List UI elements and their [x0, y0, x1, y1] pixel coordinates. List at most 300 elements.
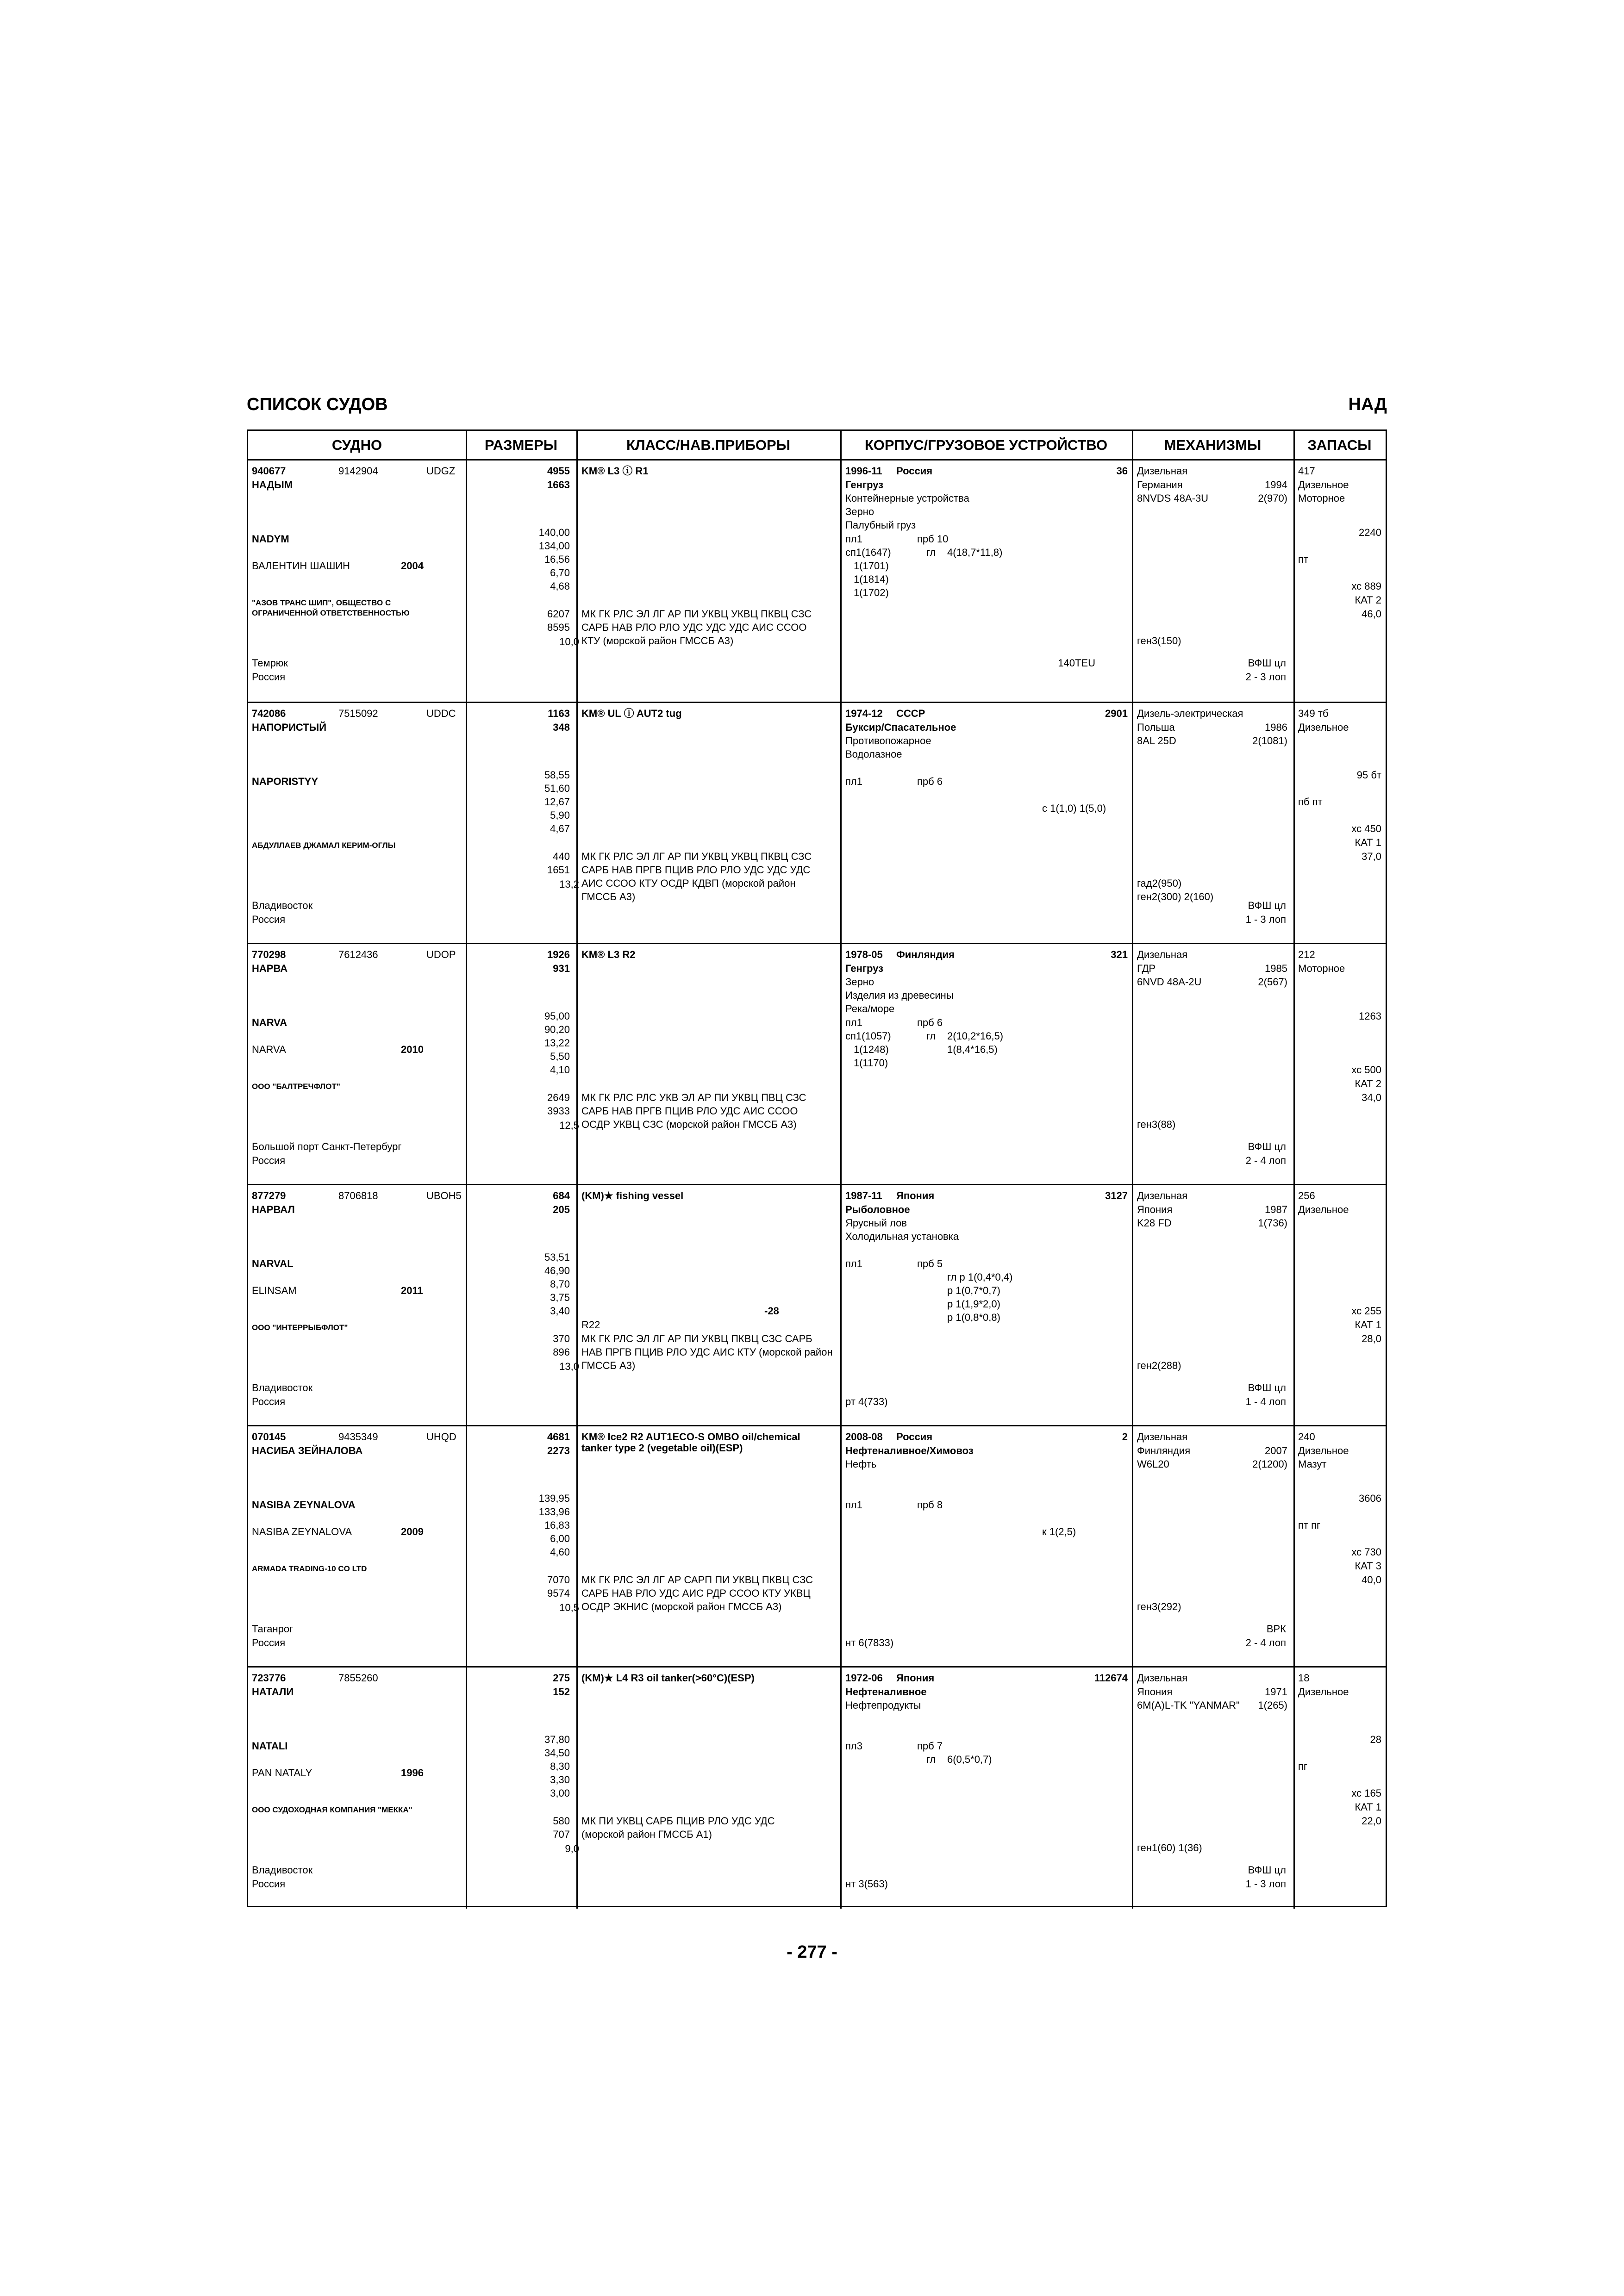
vessel-built: 1996-11: [845, 465, 882, 477]
vessel-supplies-bot-1: КАТ 2: [1355, 1078, 1381, 1089]
vessel-record: [248, 943, 1386, 1185]
vessel-hull-0: пл1: [845, 533, 862, 545]
vessel-nav-1: САРБ НАВ РЛО УДС АИС РДР ССОО КТУ УКВЦ: [581, 1587, 811, 1599]
vessel-gen: ген3(88): [1137, 1119, 1176, 1130]
vessel-hull-2: 1(1248): [854, 1044, 889, 1055]
vessel-gen: гад2(950): [1137, 877, 1182, 889]
vessel-size-dims-0: 95,00: [544, 1010, 570, 1022]
vessel-size-dims-4: 4,60: [550, 1546, 570, 1558]
vessel-hull-mid-1: гл: [926, 547, 936, 558]
vessel-call: UHQD: [426, 1431, 456, 1443]
vessel-size-dims-1: 90,20: [544, 1024, 570, 1035]
vessel-build-country: Финляндия: [896, 949, 955, 960]
vessel-cargo-1: Зерно: [845, 506, 874, 517]
vessel-size-dims-0: 140,00: [538, 527, 570, 538]
vessel-yard-no: 321: [1111, 949, 1128, 960]
vessel-supplies-top-0: 18: [1298, 1672, 1310, 1684]
vessel-owner: ООО СУДОХОДНАЯ КОМПАНИЯ "МЕККА": [252, 1805, 412, 1814]
header-class: КЛАСС/НАВ.ПРИБОРЫ: [576, 431, 840, 460]
vessel-supplies-top-1: Дизельное: [1298, 1445, 1349, 1456]
vessel-cargo-1: Изделия из древесины: [845, 989, 954, 1001]
vessel-supplies-bot-2: 40,0: [1362, 1574, 1381, 1586]
vessel-size-dims-4: 3,00: [550, 1787, 570, 1799]
vessel-engine-country: Япония: [1137, 1686, 1173, 1698]
vessel-supplies-bot-2: 34,0: [1362, 1092, 1381, 1103]
vessel-size-top-1: 348: [553, 722, 570, 733]
vessel-cargo-0: Противопожарное: [845, 735, 931, 747]
vessel-size-dims-1: 134,00: [538, 540, 570, 552]
vessel-yard-no: 2: [1122, 1431, 1128, 1443]
header-vessel: СУДНО: [248, 431, 466, 460]
vessel-size-bot-2: 13,2: [559, 878, 579, 890]
vessel-year-renamed: 1996: [401, 1767, 424, 1779]
vessel-supplies-bot-0: хс 165: [1351, 1787, 1381, 1799]
vessel-size-bot-1: 8595: [547, 622, 570, 633]
vessel-size-dims-3: 3,75: [550, 1292, 570, 1303]
vessel-cargo-1: Холодильная установка: [845, 1231, 959, 1242]
vessel-cargo-0: Контейнерные устройства: [845, 492, 969, 504]
vessel-engine: Дизельная: [1137, 1431, 1188, 1443]
vessel-type-0: Рыболовное: [845, 1204, 910, 1215]
vessel-type-0: Буксир/Спасательное: [845, 722, 956, 733]
vessel-engine-country: Финляндия: [1137, 1445, 1191, 1456]
vessel-cargo-1: Водолазное: [845, 748, 902, 760]
vessel-engine-power: 1(265): [1258, 1699, 1287, 1711]
vessel-type-0: Нефтеналивное: [845, 1686, 927, 1698]
vessel-supplies-bot-0: хс 889: [1351, 580, 1381, 592]
vessel-size-top-1: 1663: [547, 479, 570, 491]
vessel-cargo-0: Нефтепродукты: [845, 1699, 921, 1711]
vessel-imo: 7515092: [338, 708, 378, 719]
vessel-record: [248, 460, 1386, 702]
vessel-cargo-2: Палубный груз: [845, 519, 916, 531]
header-hull: КОРПУС/ГРУЗОВОЕ УСТРОЙСТВО: [840, 431, 1132, 460]
vessel-engine-model: 8AL 25D: [1137, 735, 1176, 747]
vessel-supplies-mid-0: 2240: [1359, 527, 1381, 538]
vessel-port: Таганрог: [252, 1623, 294, 1635]
vessel-supplies-mid-1: пб пт: [1298, 796, 1323, 808]
vessel-cargo-0: Зерно: [845, 976, 874, 988]
vessel-nav-1: (морской район ГМССБ А1): [581, 1829, 712, 1840]
vessel-yard-no: 3127: [1105, 1190, 1128, 1201]
vessel-engine: Дизельная: [1137, 465, 1188, 477]
vessel-year-renamed: 2009: [401, 1526, 424, 1537]
vessel-engine-year: 1985: [1265, 963, 1287, 974]
vessel-size-dims-3: 6,00: [550, 1533, 570, 1544]
vessel-build-country: Россия: [896, 465, 933, 477]
vessel-record: [248, 1666, 1386, 1909]
vessel-yard-no: 112674: [1094, 1672, 1128, 1684]
vessel-engine-country: Япония: [1137, 1204, 1173, 1215]
vessel-hull-right-2: р 1(0,7*0,7): [947, 1285, 1000, 1296]
vessel-nav-1: САРБ НАВ ПРГВ ПЦИВ РЛО РЛО УДС УДС УДС: [581, 864, 811, 876]
vessel-gen: ген1(60) 1(36): [1137, 1842, 1202, 1854]
vessel-prop2: 1 - 3 лоп: [1245, 914, 1286, 925]
vessel-port: Большой порт Санкт-Петербург: [252, 1141, 402, 1152]
vessel-refr-temp: -28: [764, 1305, 779, 1317]
vessel-rt: нт 6(7833): [845, 1637, 894, 1649]
vessel-port: Темрюк: [252, 657, 288, 669]
vessel-size-dims-4: 4,67: [550, 823, 570, 834]
vessel-supplies-bot-0: хс 450: [1351, 823, 1381, 834]
vessel-hull-mid-0: прб 6: [917, 1017, 943, 1028]
vessel-supplies-mid-0: 3606: [1359, 1493, 1381, 1504]
vessel-gen: ген3(292): [1137, 1601, 1181, 1612]
vessel-size-bot-1: 3933: [547, 1105, 570, 1117]
vessel-engine-model: K28 FD: [1137, 1217, 1172, 1229]
vessel-hull-mid-1: гл: [926, 1030, 936, 1042]
vessel-hull-0: пл1: [845, 1258, 862, 1269]
vessel-klass2: tanker type 2 (vegetable oil)(ESP): [581, 1442, 743, 1454]
vessel-hull-0: пл1: [845, 1017, 862, 1028]
vessel-name-lat: NADYM: [252, 533, 289, 545]
vessel-nav-0: МК ГК РЛС ЭЛ ЛГ АР ПИ УКВЦ УКВЦ ПКВЦ СЗС: [581, 608, 812, 620]
vessel-supplies-top-2: Мазут: [1298, 1458, 1327, 1470]
vessel-nav-3: ГМССБ А3): [581, 891, 636, 902]
vessel-supplies-top-2: Моторное: [1298, 492, 1345, 504]
vessel-nav-0: МК ГК РЛС ЭЛ ЛГ АР ПИ УКВЦ УКВЦ ПКВЦ СЗС: [581, 851, 812, 862]
vessel-supplies-top-0: 212: [1298, 949, 1315, 960]
vessel-size-bot-2: 10,5: [559, 1602, 579, 1613]
vessel-hull-right-3: р 1(1,9*2,0): [947, 1298, 1000, 1310]
vessel-name: НАСИБА ЗЕЙНАЛОВА: [252, 1445, 363, 1456]
vessel-prop2: 1 - 3 лоп: [1245, 1878, 1286, 1890]
vessel-engine-year: 1987: [1265, 1204, 1287, 1215]
vessel-supplies-bot-1: КАТ 1: [1355, 1801, 1381, 1813]
vessel-built: 2008-08: [845, 1431, 883, 1443]
vessel-hull-right-1: 6(0,5*0,7): [947, 1754, 992, 1765]
vessel-size-bot-2: 9,0: [565, 1843, 579, 1854]
vessel-size-top-0: 684: [553, 1190, 570, 1201]
vessel-country: Россия: [252, 1878, 286, 1890]
vessel-supplies-mid-0: 95 бт: [1356, 769, 1381, 781]
vessel-size-dims-0: 37,80: [544, 1734, 570, 1745]
vessel-record: [248, 702, 1386, 944]
vessel-size-dims-3: 5,90: [550, 809, 570, 821]
vessel-hull-right-1: 4(18,7*11,8): [947, 547, 1003, 558]
vessel-hull-right-1: 2(10,2*16,5): [947, 1030, 1004, 1042]
vessel-supplies-bot-0: хс 255: [1351, 1305, 1381, 1317]
vessel-size-dims-3: 6,70: [550, 567, 570, 579]
page-title: СПИСОК СУДОВ: [247, 395, 388, 414]
vessel-reg: 877279: [252, 1190, 286, 1201]
vessel-port: Владивосток: [252, 1864, 313, 1876]
vessel-size-dims-2: 13,22: [544, 1037, 570, 1049]
vessel-supplies-top-1: Дизельное: [1298, 1204, 1349, 1215]
vessel-reg: 070145: [252, 1431, 286, 1443]
vessel-supplies-bot-2: 28,0: [1362, 1333, 1381, 1344]
vessel-supplies-top-0: 256: [1298, 1190, 1315, 1201]
vessel-name-lat: NARVAL: [252, 1258, 294, 1269]
vessel-yard-no: 2901: [1105, 708, 1128, 719]
vessel-build-country: Япония: [896, 1190, 935, 1201]
vessel-supplies-bot-0: хс 500: [1351, 1064, 1381, 1076]
vessel-size-bot-1: 1651: [547, 864, 570, 876]
vessel-supplies-bot-1: КАТ 1: [1355, 837, 1381, 848]
vessel-owner: АБДУЛЛАЕВ ДЖАМАЛ КЕРИМ-ОГЛЫ: [252, 841, 396, 850]
vessel-supplies-top-0: 417: [1298, 465, 1315, 477]
vessel-owner: ООО "ИНТЕРРЫБФЛОТ": [252, 1323, 348, 1332]
vessel-build-country: Россия: [896, 1431, 933, 1443]
header-supplies: ЗАПАСЫ: [1293, 431, 1386, 460]
vessel-name-lat: NATALI: [252, 1740, 288, 1752]
vessel-supplies-top-1: Дизельное: [1298, 722, 1349, 733]
vessel-supplies-bot-1: КАТ 3: [1355, 1560, 1381, 1572]
vessel-size-bot-0: 580: [553, 1815, 570, 1827]
vessel-engine: Дизельная: [1137, 1190, 1188, 1201]
vessel-record: [248, 1425, 1386, 1668]
header-dimensions: РАЗМЕРЫ: [466, 431, 576, 460]
vessel-size-bot-1: 707: [553, 1829, 570, 1840]
vessel-size-dims-4: 3,40: [550, 1305, 570, 1317]
vessel-size-bot-0: 370: [553, 1333, 570, 1344]
vessel-klass: (KM)★ L4 R3 oil tanker(>60°C)(ESP): [581, 1672, 755, 1684]
vessel-hull-mid-0: прб 10: [917, 533, 949, 545]
vessel-country: Россия: [252, 1396, 286, 1407]
vessel-country: Россия: [252, 1637, 286, 1649]
vessel-name-lat: NASIBA ZEYNALOVA: [252, 1499, 356, 1511]
vessel-nav-1: САРБ НАВ ПРГВ ПЦИВ РЛО УДС АИС ССОО: [581, 1105, 798, 1117]
vessel-name: НАРВА: [252, 963, 288, 974]
vessel-hull-mid-0: прб 6: [917, 776, 943, 787]
vessel-engine-country: Польша: [1137, 722, 1175, 733]
vessel-engine-power: 1(736): [1258, 1217, 1287, 1229]
vessel-gen2: ген2(300) 2(160): [1137, 891, 1214, 902]
vessel-size-dims-4: 4,68: [550, 580, 570, 592]
vessel-supplies-bot-1: КАТ 1: [1355, 1319, 1381, 1331]
vessel-imo: 7612436: [338, 949, 378, 960]
vessel-hull-right-4: р 1(0,8*0,8): [947, 1312, 1000, 1323]
vessel-engine-power: 2(1200): [1252, 1458, 1287, 1470]
vessel-engine-country: Германия: [1137, 479, 1183, 491]
vessel-year-renamed: 2011: [401, 1285, 423, 1296]
vessel-engine-year: 2007: [1265, 1445, 1287, 1456]
vessel-size-dims-2: 8,30: [550, 1761, 570, 1772]
vessel-klass: KM® L3 R2: [581, 949, 636, 960]
vessel-size-bot-1: 896: [553, 1346, 570, 1358]
vessel-size-bot-2: 13,0: [559, 1361, 579, 1372]
vessel-size-dims-2: 16,83: [544, 1519, 570, 1531]
vessel-size-bot-0: 7070: [547, 1574, 570, 1586]
vessel-former: ВАЛЕНТИН ШАШИН: [252, 560, 350, 572]
vessel-engine-model: W6L20: [1137, 1458, 1169, 1470]
vessel-engine-power: 2(567): [1258, 976, 1287, 988]
vessel-engine-model: 8NVDS 48A-3U: [1137, 492, 1209, 504]
vessel-name: НАДЫМ: [252, 479, 293, 491]
vessel-reg: 723776: [252, 1672, 286, 1684]
vessel-hull-mid-0: прб 8: [917, 1499, 943, 1511]
vessel-size-bot-2: 12,5: [559, 1120, 579, 1131]
vessel-size-bot-1: 9574: [547, 1587, 570, 1599]
vessel-nav-2: ОСДР УКВЦ СЗС (морской район ГМССБ А3): [581, 1119, 797, 1130]
vessel-owner: "АЗОВ ТРАНС ШИП", ОБЩЕСТВО С ОГРАНИЧЕННОЙ ОТВЕТСТВЕННОСТЬЮ: [252, 598, 410, 617]
vessel-hull-right-1: гл р 1(0,4*0,4): [947, 1271, 1013, 1283]
vessel-nav-1: САРБ НАВ РЛО РЛО УДС УДС УДС АИС ССОО: [581, 622, 807, 633]
vessel-call: UDDC: [426, 708, 456, 719]
vessel-year-renamed: 2010: [401, 1044, 424, 1055]
vessel-size-dims-0: 53,51: [544, 1251, 570, 1263]
vessel-size-dims-1: 46,90: [544, 1265, 570, 1276]
vessel-build-country: Япония: [896, 1672, 935, 1684]
vessel-name-lat: NARVA: [252, 1017, 287, 1028]
vessel-nav-0: МК ГК РЛС РЛС УКВ ЭЛ АР ПИ УКВЦ ПВЦ СЗС: [581, 1092, 806, 1103]
vessel-country: Россия: [252, 1155, 286, 1166]
vessel-nav-2: АИС ССОО КТУ ОСДР КДВП (морской район: [581, 877, 796, 889]
vessel-size-top-1: 152: [553, 1686, 570, 1698]
vessel-supplies-top-1: Дизельное: [1298, 1686, 1349, 1698]
vessel-type-0: Генгруз: [845, 479, 884, 491]
vessel-cargo-0: Нефть: [845, 1458, 877, 1470]
vessel-size-dims-2: 12,67: [544, 796, 570, 808]
vessel-hull-2: 1(1701): [854, 560, 889, 572]
vessel-call: UBOH5: [426, 1190, 462, 1201]
vessel-reg: 940677: [252, 465, 286, 477]
vessel-klass: KM® L3 ⓘ R1: [581, 465, 649, 477]
vessel-size-top-1: 205: [553, 1204, 570, 1215]
vessel-supplies-mid-1: пг: [1298, 1761, 1307, 1772]
vessel-built: 1987-11: [845, 1190, 882, 1201]
vessel-owner: ООО "БАЛТРЕЧФЛОТ": [252, 1082, 340, 1091]
vessel-engine-year: 1986: [1265, 722, 1287, 733]
vessel-hull-3: 1(1814): [854, 573, 889, 585]
vessel-hull-1: сп1(1647): [845, 547, 891, 558]
vessel-prop2: 2 - 4 лоп: [1245, 1637, 1286, 1649]
vessel-former: PAN NATALY: [252, 1767, 312, 1779]
vessel-nav-0: МК ГК РЛС ЭЛ ЛГ АР САРП ПИ УКВЦ ПКВЦ СЗС: [581, 1574, 813, 1586]
vessel-size-bot-0: 6207: [547, 608, 570, 620]
vessel-nav-2: КТУ (морской район ГМССБ А3): [581, 635, 734, 647]
vessel-supplies-top-0: 240: [1298, 1431, 1315, 1443]
vessel-size-dims-3: 3,30: [550, 1774, 570, 1786]
vessel-engine-power: 2(970): [1258, 492, 1287, 504]
vessel-engine: Дизельная: [1137, 949, 1188, 960]
vessel-size-bot-2: 10,0: [559, 636, 579, 647]
vessel-record: [248, 1184, 1386, 1426]
vessel-gen: ген3(150): [1137, 635, 1181, 647]
vessel-reg: 770298: [252, 949, 286, 960]
vessel-supplies-top-0: 349 тб: [1298, 708, 1329, 719]
vessel-size-dims-4: 4,10: [550, 1064, 570, 1076]
vessel-former: NASIBA ZEYNALOVA: [252, 1526, 352, 1537]
header-machinery: МЕХАНИЗМЫ: [1132, 431, 1293, 460]
vessel-name: НАРВАЛ: [252, 1204, 295, 1215]
vessel-size-dims-1: 133,96: [538, 1506, 570, 1518]
vessel-engine-model: 6NVD 48A-2U: [1137, 976, 1202, 988]
vessel-yard-no: 36: [1116, 465, 1128, 477]
vessel-supplies-top-1: Дизельное: [1298, 479, 1349, 491]
vessel-build-country: СССР: [896, 708, 925, 719]
vessel-klass: KM® Ice2 R2 AUT1ECO-S OMBO oil/chemical: [581, 1431, 800, 1443]
vessel-hull-4: 1(1702): [854, 587, 889, 598]
vessel-size-bot-0: 440: [553, 851, 570, 862]
vessel-supplies-top-1: Моторное: [1298, 963, 1345, 974]
vessel-size-bot-0: 2649: [547, 1092, 570, 1103]
vessel-rt: нт 3(563): [845, 1878, 888, 1890]
vessel-supplies-bot-2: 46,0: [1362, 608, 1381, 620]
vessel-engine-country: ГДР: [1137, 963, 1156, 974]
vessel-size-top-1: 931: [553, 963, 570, 974]
vessel-reg: 742086: [252, 708, 286, 719]
vessel-engine: Дизель-электрическая: [1137, 708, 1243, 719]
vessel-size-top-0: 1163: [548, 708, 570, 719]
vessel-name-lat: NAPORISTYY: [252, 776, 319, 787]
vessel-type-0: Нефтеналивное/Химовоз: [845, 1445, 974, 1456]
vessel-name: НАПОРИСТЫЙ: [252, 722, 327, 733]
vessel-hull-right-2: 1(8,4*16,5): [947, 1044, 998, 1055]
vessel-port: Владивосток: [252, 1382, 313, 1394]
vessel-teu: 140TEU: [1058, 657, 1095, 669]
vessel-prop: ВФШ цл: [1248, 657, 1286, 669]
vessel-hull-1: сп1(1057): [845, 1030, 891, 1042]
vessel-imo: 7855260: [338, 1672, 378, 1684]
vessel-size-dims-0: 139,95: [538, 1493, 570, 1504]
vessel-supplies-bot-1: КАТ 2: [1355, 594, 1381, 606]
vessel-prop: ВФШ цл: [1248, 1141, 1286, 1152]
vessel-rt: рт 4(733): [845, 1396, 888, 1407]
vessel-klass: KM® UL ⓘ AUT2 tug: [581, 708, 682, 719]
vessel-name: НАТАЛИ: [252, 1686, 294, 1698]
vessel-nav-0: МК ГК РЛС ЭЛ ЛГ АР ПИ УКВЦ ПКВЦ СЗС САРБ: [581, 1333, 812, 1344]
vessel-former: NARVA: [252, 1044, 286, 1055]
vessel-supplies-mid-1: пт пг: [1298, 1519, 1321, 1531]
vessel-refr: R22: [581, 1319, 600, 1331]
vessel-size-dims-1: 51,60: [544, 783, 570, 794]
vessel-call: UDGZ: [426, 465, 456, 477]
vessel-hull-mid-0: прб 5: [917, 1258, 943, 1269]
vessel-hull-0: пл1: [845, 776, 862, 787]
vessel-supplies-mid-0: 1263: [1359, 1010, 1381, 1022]
vessel-engine: Дизельная: [1137, 1672, 1188, 1684]
vessel-supplies-bot-0: хс 730: [1351, 1546, 1381, 1558]
vessel-supplies-mid-1: пт: [1298, 554, 1308, 565]
vessel-nav-0: МК ПИ УКВЦ САРБ ПЦИВ РЛО УДС УДС: [581, 1815, 775, 1827]
vessel-built: 1978-05: [845, 949, 883, 960]
vessel-country: Россия: [252, 914, 286, 925]
vessel-supplies-bot-2: 22,0: [1362, 1815, 1381, 1827]
vessel-nav-2: ОСДР ЭКНИС (морской район ГМССБ А3): [581, 1601, 782, 1612]
vessel-size-dims-2: 8,70: [550, 1278, 570, 1290]
vessel-size-dims-0: 58,55: [544, 769, 570, 781]
vessel-prop2: 2 - 4 лоп: [1245, 1155, 1286, 1166]
vessel-built: 1972-06: [845, 1672, 883, 1684]
vessel-prop: ВРК: [1266, 1623, 1286, 1635]
vessel-port: Владивосток: [252, 900, 313, 911]
vessel-country: Россия: [252, 671, 286, 683]
vessel-cargo-0: Ярусный лов: [845, 1217, 907, 1229]
vessel-cargo-2: Река/море: [845, 1003, 895, 1014]
vessel-former: ELINSAM: [252, 1285, 297, 1296]
vessel-hull-3: 1(1170): [854, 1057, 888, 1069]
vessel-supplies-bot-2: 37,0: [1362, 851, 1381, 862]
vessel-klass: (KM)★ fishing vessel: [581, 1190, 684, 1201]
vessel-hull-mid-0: прб 7: [917, 1740, 943, 1752]
vessel-year-renamed: 2004: [401, 560, 424, 572]
vessel-prop2: 2 - 3 лоп: [1245, 671, 1286, 683]
vessel-hull-0: пл3: [845, 1740, 862, 1752]
vessel-prop2: 1 - 4 лоп: [1245, 1396, 1286, 1407]
page-number: - 277 -: [787, 1942, 837, 1962]
vessel-size-dims-2: 16,56: [544, 554, 570, 565]
vessel-size-top-0: 1926: [547, 949, 570, 960]
vessel-nav-1: НАВ ПРГВ ПЦИВ РЛО УДС АИС КТУ (морской район: [581, 1346, 833, 1358]
vessel-hull-mid-1: гл: [926, 1754, 936, 1765]
vessel-engine-power: 2(1081): [1252, 735, 1287, 747]
vessel-supplies-mid-0: 28: [1370, 1734, 1381, 1745]
vessel-table: [247, 429, 1387, 1907]
vessel-built: 1974-12: [845, 708, 883, 719]
vessel-engine-model: 6M(A)L-TK "YANMAR": [1137, 1699, 1240, 1711]
vessel-hull-extra: к 1(2,5): [1042, 1526, 1076, 1537]
